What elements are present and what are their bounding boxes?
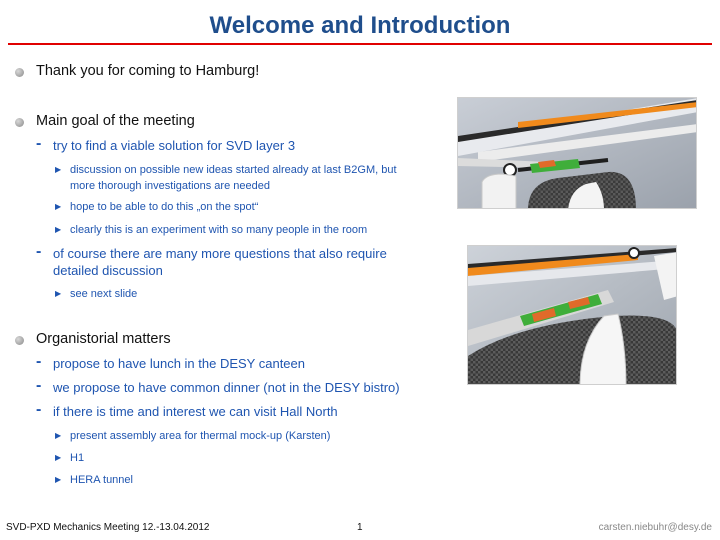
bullet-text: Thank you for coming to Hamburg!: [36, 63, 260, 79]
sub-bullet-text: propose to have lunch in the DESY canteen: [53, 356, 305, 371]
triangle-bullet-icon: ▶: [55, 431, 62, 440]
footer-page-number: 1: [357, 522, 363, 533]
sub-sub-bullet-org-3c: [55, 472, 460, 488]
sub-bullet-org-2: [36, 377, 423, 396]
sub-bullet-goal-1: [36, 135, 423, 154]
sub-bullet-org-1: [36, 353, 423, 372]
footer-meeting-name: SVD-PXD Mechanics Meeting 12.-13.04.2012: [6, 522, 210, 533]
sub-bullet-text: if there is time and interest we can visit Hall North: [53, 404, 338, 419]
sub-sub-bullet-text-line1: discussion on possible new ideas started already at last B2GM, but: [70, 164, 397, 176]
bullet-dot-icon: [15, 118, 24, 127]
render-image-1: [457, 97, 697, 209]
sub-bullet-text-line2: detailed discussion: [53, 263, 163, 278]
sub-sub-bullet-org-3a: [55, 428, 460, 444]
sub-bullet-text: try to find a viable solution for SVD layer 3: [53, 138, 296, 153]
bullet-dot-icon: [15, 68, 24, 77]
triangle-bullet-icon: ▶: [55, 225, 62, 234]
bullet-text: Main goal of the meeting: [36, 113, 195, 129]
sub-sub-bullet-goal-1c: [55, 222, 460, 238]
sub-sub-bullet-goal-2a: [55, 286, 460, 302]
sub-sub-bullet-text: hope to be able to do this „on the spot“: [70, 201, 259, 213]
sub-sub-bullet-text: see next slide: [70, 288, 138, 300]
sub-sub-bullet-org-3b: [55, 450, 460, 466]
triangle-bullet-icon: ▶: [55, 289, 62, 298]
dash-icon: -: [36, 353, 42, 370]
sub-sub-bullet-text: clearly this is an experiment with so many people in the room: [70, 224, 368, 236]
sub-bullet-text: we propose to have common dinner (not in the DESY bistro): [53, 380, 400, 395]
bullet-org: [36, 331, 171, 347]
render-image-2: [467, 245, 677, 385]
bullet-dot-icon: [15, 336, 24, 345]
bullet-text: Organistorial matters: [36, 331, 171, 347]
bullet-goal: [36, 113, 195, 129]
footer-contact-email: carsten.niebuhr@desy.de: [598, 522, 712, 533]
dash-icon: -: [36, 377, 42, 394]
sub-sub-bullet-goal-1a: [55, 162, 460, 194]
sub-sub-bullet-text: present assembly area for thermal mock-up (Karsten): [70, 430, 331, 442]
slide-title: Welcome and Introduction: [209, 12, 511, 39]
mechanics-render-2: [468, 246, 677, 385]
bullet-thanks: [36, 63, 259, 79]
dash-icon: -: [36, 401, 42, 418]
sub-sub-bullet-text: H1: [70, 452, 85, 464]
sub-sub-bullet-text: HERA tunnel: [70, 474, 133, 486]
dash-icon: -: [36, 243, 42, 260]
sub-sub-bullet-text-line2: more thorough investigations are needed: [70, 180, 270, 192]
triangle-bullet-icon: ▶: [55, 165, 62, 174]
dash-icon: -: [36, 135, 42, 152]
sub-bullet-org-3: [36, 401, 423, 420]
sub-bullet-text-line1: of course there are many more questions that also require: [53, 246, 387, 261]
triangle-bullet-icon: ▶: [55, 202, 62, 211]
triangle-bullet-icon: ▶: [55, 475, 62, 484]
triangle-bullet-icon: ▶: [55, 453, 62, 462]
sub-bullet-goal-2: [36, 243, 423, 279]
sub-sub-bullet-goal-1b: [55, 199, 460, 215]
mechanics-render-1: [458, 98, 697, 209]
